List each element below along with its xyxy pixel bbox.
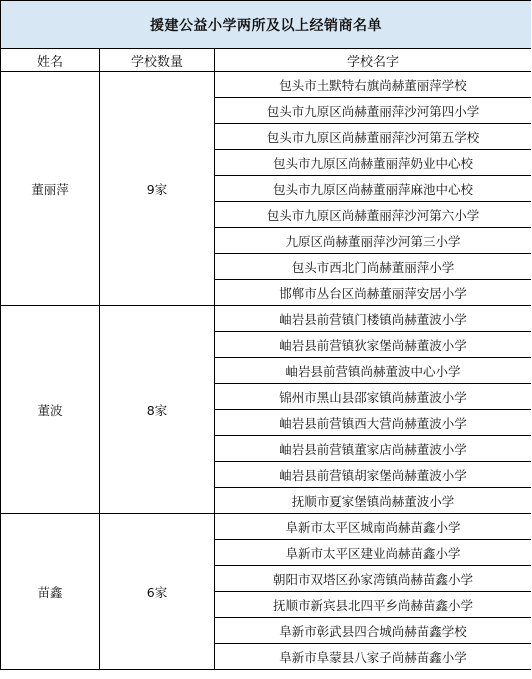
table-body: [1, 49, 532, 670]
school-name-cell: 岫岩县前营镇董家店尚赫董波小学: [215, 436, 532, 462]
school-name-cell: 抚顺市新宾县北四平乡尚赫苗鑫小学: [215, 592, 532, 618]
school-name-cell: 阜新市太平区建业尚赫苗鑫小学: [215, 540, 532, 566]
school-count-cell: 9家: [100, 72, 215, 306]
school-name-cell: 阜新市阜蒙县八家子尚赫苗鑫小学: [215, 644, 532, 670]
distributor-name-cell: 董波: [1, 306, 100, 514]
school-name-cell: 岫岩县前营镇尚赫董波中心小学: [215, 358, 532, 384]
school-name-cell: 包头市九原区尚赫董丽萍沙河第六小学: [215, 202, 532, 228]
school-name-cell: 包头市西北门尚赫董丽萍小学: [215, 254, 532, 280]
school-count-cell: 6家: [100, 514, 215, 670]
header-name: 姓名: [1, 49, 100, 72]
distributor-name-cell: 董丽萍: [1, 72, 100, 306]
table-row: [1, 306, 532, 332]
school-name-cell: 朝阳市双塔区孙家湾镇尚赫苗鑫小学: [215, 566, 532, 592]
header-count: 学校数量: [100, 49, 215, 72]
school-name-cell: 锦州市黑山县邵家镇尚赫董波小学: [215, 384, 532, 410]
header-school: 学校名字: [215, 49, 532, 72]
school-name-cell: 阜新市太平区城南尚赫苗鑫小学: [215, 514, 532, 540]
table-row: [1, 72, 532, 98]
distributor-name-cell: 苗鑫: [1, 514, 100, 670]
school-name-cell: 岫岩县前营镇西大营尚赫董波小学: [215, 410, 532, 436]
school-name-cell: 包头市九原区尚赫董丽萍沙河第四小学: [215, 98, 532, 124]
school-name-cell: 九原区尚赫董丽萍沙河第三小学: [215, 228, 532, 254]
header-row: [1, 49, 532, 72]
school-name-cell: 岫岩县前营镇狄家堡尚赫董波小学: [215, 332, 532, 358]
school-name-cell: 包头市九原区尚赫董丽萍麻池中心校: [215, 176, 532, 202]
school-name-cell: 包头市九原区尚赫董丽萍奶业中心校: [215, 150, 532, 176]
school-count-cell: 8家: [100, 306, 215, 514]
school-name-cell: 抚顺市夏家堡镇尚赫董波小学: [215, 488, 532, 514]
school-name-cell: 阜新市彰武县四合城尚赫苗鑫学校: [215, 618, 532, 644]
table-row: [1, 514, 532, 540]
school-name-cell: 包头市土默特右旗尚赫董丽萍学校: [215, 72, 532, 98]
school-name-cell: 包头市九原区尚赫董丽萍沙河第五学校: [215, 124, 532, 150]
school-name-cell: 岫岩县前营镇胡家堡尚赫董波小学: [215, 462, 532, 488]
school-name-cell: 邯郸市丛台区尚赫董丽萍安居小学: [215, 280, 532, 306]
table-title: 援建公益小学两所及以上经销商名单: [1, 1, 532, 49]
school-name-cell: 岫岩县前营镇门楼镇尚赫董波小学: [215, 306, 532, 332]
